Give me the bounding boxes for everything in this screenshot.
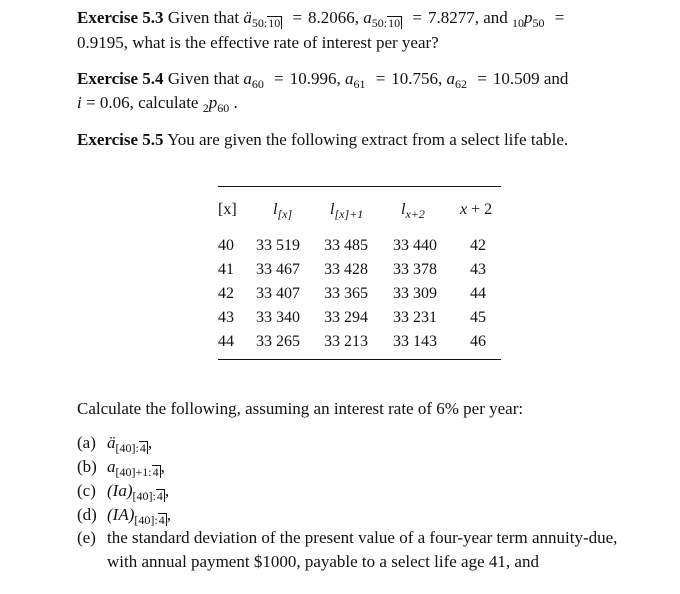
ex54-a62-val: 10.509 bbox=[492, 69, 540, 88]
ex53-label: Exercise 5.3 bbox=[77, 8, 164, 27]
table-cell-r1-c0: 41 bbox=[218, 261, 234, 278]
table-cell-r0-c4: 42 bbox=[470, 237, 486, 254]
item-b-label: (b) bbox=[77, 457, 97, 476]
ex54-label: Exercise 5.4 bbox=[77, 69, 164, 88]
item-c-label: (c) bbox=[77, 481, 96, 500]
table-cell-r2-c2: 33 365 bbox=[324, 285, 368, 302]
table-cell-r4-c2: 33 213 bbox=[324, 333, 368, 350]
ex54-i: i bbox=[77, 93, 82, 112]
ex54-i-val: = 0.06, calculate bbox=[85, 93, 199, 112]
table-cell-r0-c1: 33 519 bbox=[256, 237, 300, 254]
table-cell-r2-c1: 33 407 bbox=[256, 285, 300, 302]
ex54-a60-val: 10.996, bbox=[289, 69, 341, 88]
ex53-line2: 0.9195, what is the effective rate of interest per year? bbox=[77, 33, 439, 52]
ex54-a61-val: 10.756, bbox=[391, 69, 443, 88]
ex53-and: and bbox=[483, 8, 508, 27]
item-d-label: (d) bbox=[77, 505, 97, 524]
ex54-a62-sub: 62 bbox=[455, 77, 468, 91]
ex54-line2: i = 0.06, calculate $_2p_{60}$ . bbox=[77, 93, 238, 115]
table-cell-r1-c2: 33 428 bbox=[324, 261, 368, 278]
table-cell-r1-c3: 33 378 bbox=[393, 261, 437, 278]
ex53-addot: ä bbox=[243, 8, 252, 27]
ex53-a: a bbox=[363, 8, 372, 27]
ex54-given: Given that bbox=[167, 69, 240, 88]
ex54-and: and bbox=[543, 69, 569, 88]
item-e-label: (e) bbox=[77, 528, 96, 547]
table-cell-r3-c4: 45 bbox=[470, 309, 486, 326]
table-rule-bot bbox=[218, 359, 501, 360]
table-cell-r4-c3: 33 143 bbox=[393, 333, 437, 350]
calc-intro: Calculate the following, assuming an interest rate of 6% per year: bbox=[77, 399, 524, 418]
table-cell-r4-c4: 46 bbox=[470, 333, 486, 350]
table-cell-r2-c4: 44 bbox=[470, 285, 486, 302]
ex54-line1: Exercise 5.4 Given that $a_{60} = 10.996$, $a_{61} = 10.756$, $a_{62} = 10.509$ and bbox=[77, 69, 569, 91]
header-x: [x] bbox=[218, 201, 237, 218]
table-cell-r2-c0: 42 bbox=[218, 285, 234, 302]
table-cell-r3-c1: 33 340 bbox=[256, 309, 300, 326]
ex55-text: You are given the following extract from a select life table. bbox=[167, 130, 569, 149]
ex54-end: . bbox=[233, 93, 238, 112]
ex54-p-sub: 60 bbox=[217, 101, 230, 115]
table-cell-r1-c1: 33 467 bbox=[256, 261, 300, 278]
ex53-sub2: 50:10 bbox=[371, 16, 401, 30]
ex53-val2: 7.8277, bbox=[427, 8, 479, 27]
ex53-p: p bbox=[524, 8, 533, 27]
header-lx2: $l_{x+2}$ bbox=[401, 201, 425, 221]
table-cell-r0-c2: 33 485 bbox=[324, 237, 368, 254]
header-lx: $l_{[x]}$ bbox=[273, 201, 293, 221]
item-e-line2: with annual payment $1000, payable to a select life age 41, and bbox=[107, 552, 539, 571]
ex53-p-pre: 10 bbox=[512, 16, 525, 30]
table-cell-r3-c2: 33 294 bbox=[324, 309, 368, 326]
table-cell-r0-c0: 40 bbox=[218, 237, 234, 254]
table-cell-r4-c1: 33 265 bbox=[256, 333, 300, 350]
ex53-given: Given that bbox=[167, 8, 240, 27]
table-rule-top bbox=[218, 186, 501, 187]
table-cell-r3-c3: 33 231 bbox=[393, 309, 437, 326]
item-a-label: (a) bbox=[77, 433, 96, 452]
ex53-sub1: 50:10 bbox=[251, 16, 281, 30]
header-lx1: $l_{[x]+1}$ bbox=[330, 201, 364, 221]
ex54-a60-sub: 60 bbox=[251, 77, 264, 91]
ex53-val1: 8.2066, bbox=[308, 8, 360, 27]
ex55-line bbox=[77, 130, 568, 150]
ex53-line1: Exercise 5.3 Given that $ä_{50:10} = 8.2066$, $a_{50:10} = 7.8277$, and $_{10}p_{50}$ = bbox=[77, 8, 565, 30]
item-e-line1: the standard deviation of the present value of a four-year term annuity-due, bbox=[107, 528, 618, 547]
table-cell-r4-c0: 44 bbox=[218, 333, 234, 350]
table-cell-r1-c4: 43 bbox=[470, 261, 486, 278]
table-cell-r0-c3: 33 440 bbox=[393, 237, 437, 254]
ex54-p-pre: 2 bbox=[202, 101, 209, 115]
table-cell-r2-c3: 33 309 bbox=[393, 285, 437, 302]
header-x2: x + 2 bbox=[460, 201, 493, 218]
ex55-label: Exercise 5.5 bbox=[77, 130, 164, 149]
table-cell-r3-c0: 43 bbox=[218, 309, 234, 326]
ex53-p-sub: 50 bbox=[532, 16, 545, 30]
ex54-a61-sub: 61 bbox=[353, 77, 366, 91]
